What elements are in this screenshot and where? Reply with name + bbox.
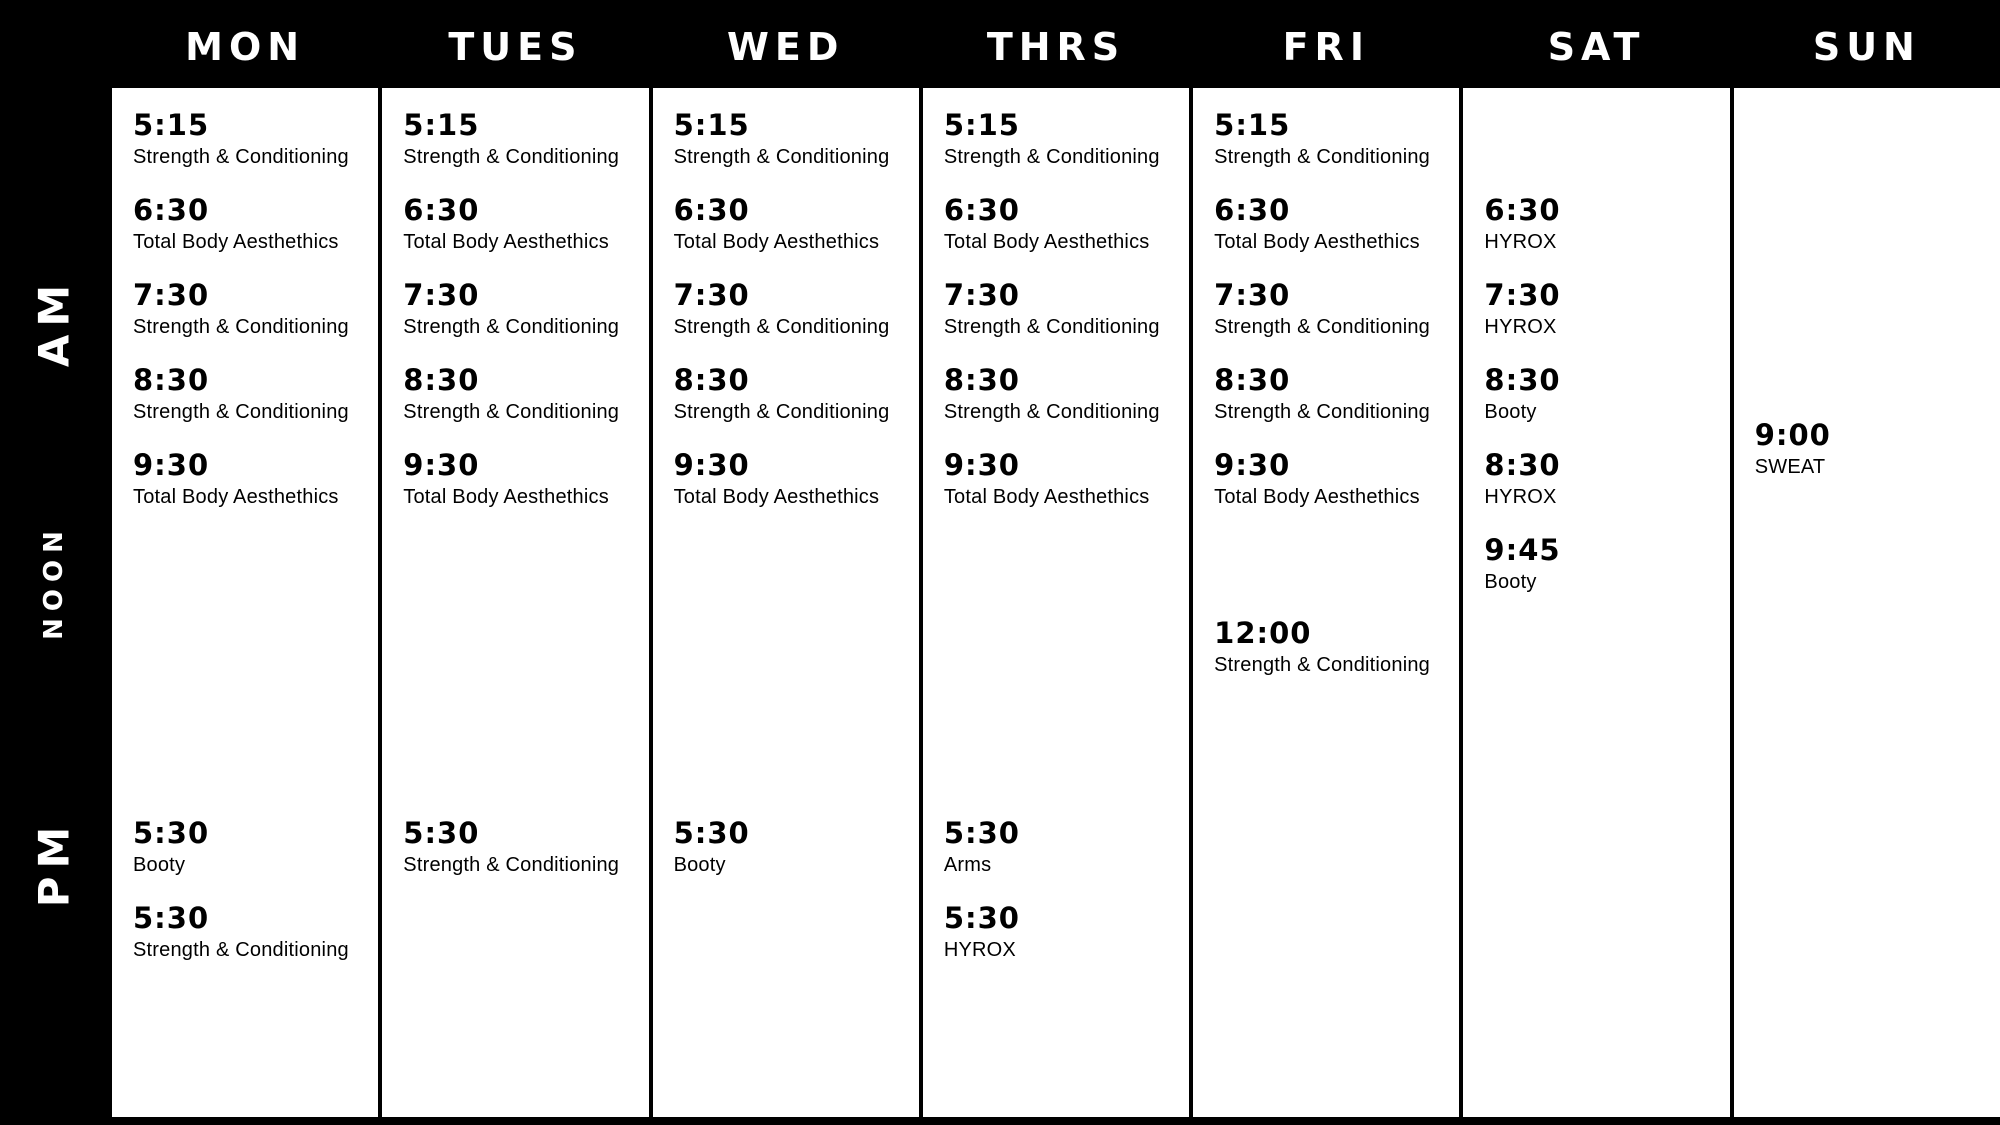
event-mon-4	[133, 448, 372, 509]
event-name: Booty	[1484, 571, 1537, 593]
day-column-sun	[1734, 88, 2000, 1117]
event-name: Strength & Conditioning	[403, 316, 620, 338]
event-time: 9:30	[943, 448, 1020, 482]
event-time: 7:30	[1214, 278, 1291, 312]
day-header-mon: MON	[185, 25, 306, 69]
event-tues-3	[403, 363, 642, 424]
event-time: 8:30	[673, 363, 750, 397]
event-time: 8:30	[1484, 448, 1561, 482]
event-thrs-2	[943, 278, 1183, 339]
period-label-noon: NOON	[39, 524, 69, 640]
event-wed-3	[673, 363, 913, 424]
event-name: Strength & Conditioning	[943, 401, 1160, 423]
event-tues-1	[403, 193, 642, 254]
event-mon-0	[133, 108, 372, 169]
event-name: Strength & Conditioning	[133, 146, 349, 168]
event-tues-0	[403, 108, 642, 169]
event-time: 6:30	[1214, 193, 1291, 227]
event-sat-4	[1484, 533, 1723, 594]
event-name: Strength & Conditioning	[673, 401, 890, 423]
event-time: 8:30	[943, 363, 1020, 397]
event-thrs-0	[943, 108, 1183, 169]
event-name: Strength & Conditioning	[1214, 146, 1430, 168]
event-time: 5:15	[1214, 108, 1291, 142]
event-time: 9:30	[673, 448, 750, 482]
event-name: Booty	[1484, 401, 1537, 423]
event-time: 8:30	[1484, 363, 1561, 397]
event-wed-0	[673, 108, 913, 169]
event-time: 5:30	[133, 901, 210, 935]
event-time: 7:30	[133, 278, 210, 312]
event-time: 5:15	[943, 108, 1020, 142]
event-time: 9:30	[403, 448, 480, 482]
event-wed-5	[673, 816, 913, 877]
event-time: 12:00	[1214, 616, 1312, 650]
period-label-pm: PM	[29, 818, 79, 908]
event-time: 6:30	[133, 193, 210, 227]
event-name: Strength & Conditioning	[1214, 316, 1430, 338]
event-name: HYROX	[1484, 486, 1557, 508]
event-name: SWEAT	[1754, 456, 1826, 478]
event-thrs-3	[943, 363, 1183, 424]
event-fri-1	[1214, 193, 1453, 254]
event-tues-5	[403, 816, 642, 877]
event-tues-2	[403, 278, 642, 339]
day-column-tues	[382, 88, 648, 1117]
event-time: 5:15	[673, 108, 750, 142]
event-time: 7:30	[673, 278, 750, 312]
event-time: 9:30	[1214, 448, 1291, 482]
day-column-thrs	[923, 88, 1189, 1117]
event-wed-4	[673, 448, 913, 509]
event-name: HYROX	[1484, 316, 1557, 338]
period-sidebar	[0, 88, 108, 1117]
event-fri-5	[1214, 616, 1453, 677]
day-header-fri: FRI	[1282, 25, 1370, 69]
event-wed-2	[673, 278, 913, 339]
day-header-thrs: THRS	[986, 25, 1126, 69]
event-name: HYROX	[943, 939, 1016, 961]
event-name: Strength & Conditioning	[403, 854, 620, 876]
event-name: Total Body Aesthethics	[673, 486, 880, 508]
day-column-fri	[1193, 88, 1459, 1117]
event-time: 7:30	[403, 278, 480, 312]
event-thrs-1	[943, 193, 1183, 254]
event-time: 9:00	[1754, 418, 1831, 452]
day-header-wed: WED	[726, 25, 845, 69]
event-time: 8:30	[133, 363, 210, 397]
event-sat-0	[1484, 193, 1723, 254]
event-name: Arms	[943, 854, 992, 876]
event-name: Total Body Aesthethics	[1214, 231, 1420, 253]
header-row	[0, 0, 2000, 88]
event-name: Total Body Aesthethics	[403, 486, 609, 508]
event-thrs-4	[943, 448, 1183, 509]
day-column-wed	[653, 88, 919, 1117]
event-name: Strength & Conditioning	[133, 401, 349, 423]
event-time: 7:30	[1484, 278, 1561, 312]
event-name: Strength & Conditioning	[1214, 654, 1430, 676]
event-time: 9:30	[133, 448, 210, 482]
event-time: 5:30	[943, 901, 1020, 935]
event-wed-1	[673, 193, 913, 254]
event-time: 5:30	[133, 816, 210, 850]
event-mon-2	[133, 278, 372, 339]
event-time: 5:15	[133, 108, 210, 142]
event-thrs-5	[943, 816, 1183, 877]
event-time: 8:30	[403, 363, 480, 397]
day-column-sat	[1463, 88, 1729, 1117]
event-name: Strength & Conditioning	[1214, 401, 1430, 423]
event-name: Total Body Aesthethics	[403, 231, 609, 253]
event-tues-4	[403, 448, 642, 509]
event-sun-0	[1754, 418, 1994, 479]
event-fri-3	[1214, 363, 1453, 424]
event-name: Strength & Conditioning	[403, 401, 620, 423]
event-time: 6:30	[1484, 193, 1561, 227]
event-name: Booty	[133, 854, 186, 876]
event-time: 5:30	[943, 816, 1020, 850]
event-time: 6:30	[943, 193, 1020, 227]
event-sat-2	[1484, 363, 1723, 424]
event-fri-0	[1214, 108, 1453, 169]
event-time: 5:15	[403, 108, 480, 142]
day-column-mon	[112, 88, 378, 1117]
event-name: Strength & Conditioning	[943, 146, 1160, 168]
day-header-sun: SUN	[1812, 25, 1921, 69]
event-time: 5:30	[673, 816, 750, 850]
event-name: Strength & Conditioning	[673, 146, 890, 168]
period-label-am: AM	[29, 276, 79, 368]
event-name: Strength & Conditioning	[133, 316, 349, 338]
event-name: Total Body Aesthethics	[673, 231, 880, 253]
event-name: Booty	[673, 854, 726, 876]
event-time: 6:30	[673, 193, 750, 227]
event-name: Strength & Conditioning	[943, 316, 1160, 338]
event-mon-6	[133, 901, 372, 962]
event-mon-5	[133, 816, 372, 877]
event-name: Strength & Conditioning	[133, 939, 349, 961]
event-time: 5:30	[403, 816, 480, 850]
event-thrs-6	[943, 901, 1183, 962]
event-name: Strength & Conditioning	[673, 316, 890, 338]
event-name: Strength & Conditioning	[403, 146, 620, 168]
event-time: 8:30	[1214, 363, 1291, 397]
event-name: Total Body Aesthethics	[943, 231, 1150, 253]
event-sat-3	[1484, 448, 1723, 509]
event-name: Total Body Aesthethics	[1214, 486, 1420, 508]
day-header-tues: TUES	[448, 25, 583, 69]
event-sat-1	[1484, 278, 1723, 339]
event-mon-3	[133, 363, 372, 424]
event-time: 6:30	[403, 193, 480, 227]
event-name: Total Body Aesthethics	[943, 486, 1150, 508]
event-time: 9:45	[1484, 533, 1561, 567]
event-fri-2	[1214, 278, 1453, 339]
day-header-sat: SAT	[1547, 25, 1646, 69]
event-mon-1	[133, 193, 372, 254]
schedule-body	[0, 88, 2000, 1117]
event-name: Total Body Aesthethics	[133, 231, 339, 253]
event-time: 7:30	[943, 278, 1020, 312]
event-name: HYROX	[1484, 231, 1557, 253]
event-name: Total Body Aesthethics	[133, 486, 339, 508]
event-fri-4	[1214, 448, 1453, 509]
